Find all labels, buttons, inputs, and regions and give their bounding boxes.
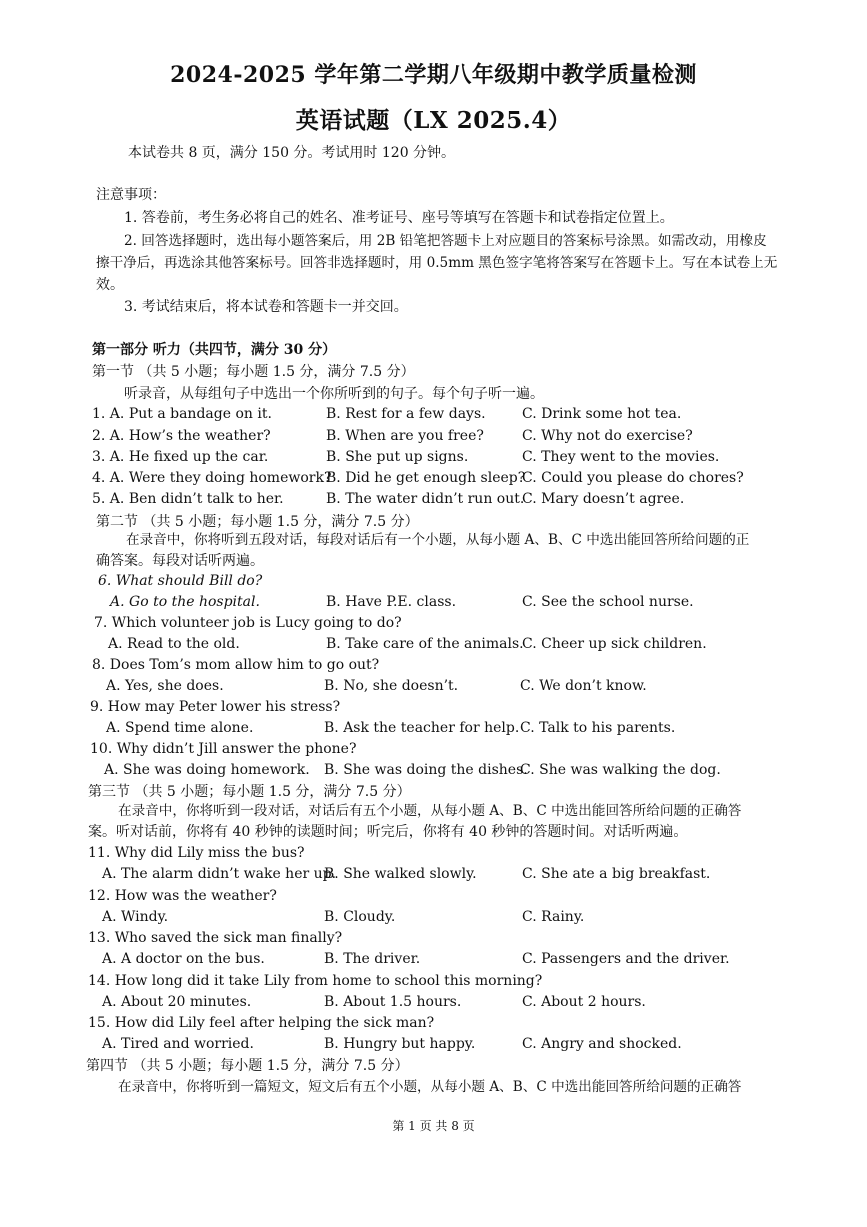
option-8a: A. Yes, she does. bbox=[106, 678, 224, 694]
section2-heading: 第二节 （共 5 小题；每小题 1.5 分，满分 7.5 分） bbox=[96, 514, 419, 530]
option-9b: B. Ask the teacher for help. bbox=[324, 720, 520, 736]
section4-instruction-line-1: 在录音中，你将听到一篇短文，短文后有五个小题，从每小题 A、B、C 中选出能回答所给问题的正确答 bbox=[118, 1079, 742, 1095]
option-2b: B. When are you free? bbox=[326, 428, 484, 444]
option-9a: A. Spend time alone. bbox=[106, 720, 254, 736]
question-9: 9. How may Peter lower his stress? bbox=[90, 699, 341, 715]
option-13b: B. The driver. bbox=[324, 951, 421, 967]
option-5b: B. The water didn’t run out. bbox=[326, 491, 525, 507]
option-2c: C. Why not do exercise? bbox=[522, 428, 693, 444]
option-14b: B. About 1.5 hours. bbox=[324, 994, 462, 1010]
option-10a: A. She was doing homework. bbox=[104, 762, 310, 778]
option-15c: C. Angry and shocked. bbox=[522, 1036, 682, 1052]
section2-instruction-line-1: 在录音中，你将听到五段对话，每段对话后有一个小题，从每小题 A、B、C 中选出能回答所给问题的正 bbox=[126, 532, 750, 548]
option-7c: C. Cheer up sick children. bbox=[522, 636, 707, 652]
exam-title: 2024-2025 学年第二学期八年级期中教学质量检测 bbox=[170, 62, 697, 88]
section2-instruction-line-2: 确答案。每段对话听两遍。 bbox=[96, 553, 264, 569]
option-9c: C. Talk to his parents. bbox=[520, 720, 676, 736]
option-12c: C. Rainy. bbox=[522, 909, 585, 925]
question-15: 15. How did Lily feel after helping the sick man? bbox=[88, 1015, 435, 1031]
option-2a: 2. A. How’s the weather? bbox=[92, 428, 271, 444]
option-8c: C. We don’t know. bbox=[520, 678, 647, 694]
option-1a: 1. A. Put a bandage on it. bbox=[92, 406, 272, 422]
option-7b: B. Take care of the animals. bbox=[326, 636, 524, 652]
part1-heading: 第一部分 听力（共四节，满分 30 分） bbox=[92, 342, 337, 358]
option-5c: C. Mary doesn’t agree. bbox=[522, 491, 685, 507]
exam-info: 本试卷共 8 页，满分 150 分。考试用时 120 分钟。 bbox=[128, 145, 456, 161]
option-14c: C. About 2 hours. bbox=[522, 994, 646, 1010]
question-14: 14. How long did it take Lily from home to school this morning? bbox=[88, 973, 543, 989]
option-6c: C. See the school nurse. bbox=[522, 594, 694, 610]
section3-instruction-line-2: 案。听对话前，你将有 40 秒钟的读题时间；听完后，你将有 40 秒钟的答题时间。对话听两遍。 bbox=[88, 824, 688, 840]
option-15b: B. Hungry but happy. bbox=[324, 1036, 476, 1052]
option-3b: B. She put up signs. bbox=[326, 449, 469, 465]
notice-item-2-line-3: 效。 bbox=[96, 277, 124, 293]
option-1b: B. Rest for a few days. bbox=[326, 406, 486, 422]
notice-item-1: 1. 答卷前，考生务必将自己的姓名、准考证号、座号等填写在答题卡和试卷指定位置上。 bbox=[124, 210, 674, 226]
option-13a: A. A doctor on the bus. bbox=[102, 951, 265, 967]
notice-item-3: 3. 考试结束后，将本试卷和答题卡一并交回。 bbox=[124, 299, 408, 315]
option-14a: A. About 20 minutes. bbox=[102, 994, 252, 1010]
question-8: 8. Does Tom’s mom allow him to go out? bbox=[92, 657, 380, 673]
option-4a: 4. A. Were they doing homework? bbox=[92, 470, 332, 486]
notice-item-2-line-2: 擦干净后，再选涂其他答案标号。回答非选择题时，用 0.5mm 黑色签字笔将答案写在答题卡上。写在本试卷上无 bbox=[96, 255, 778, 271]
option-11a: A. The alarm didn’t wake her up. bbox=[102, 866, 337, 882]
section4-heading: 第四节 （共 5 小题；每小题 1.5 分，满分 7.5 分） bbox=[86, 1058, 409, 1074]
option-6a: A. Go to the hospital. bbox=[110, 594, 260, 610]
option-6b: B. Have P.E. class. bbox=[326, 594, 457, 610]
notice-item-2-line-1: 2. 回答选择题时，选出每小题答案后，用 2B 铅笔把答题卡上对应题目的答案标号涂黑。如需改动，用橡皮 bbox=[124, 233, 767, 249]
option-12a: A. Windy. bbox=[102, 909, 169, 925]
question-7: 7. Which volunteer job is Lucy going to do? bbox=[94, 615, 402, 631]
question-10: 10. Why didn’t Jill answer the phone? bbox=[90, 741, 357, 757]
option-12b: B. Cloudy. bbox=[324, 909, 396, 925]
section3-instruction-line-1: 在录音中，你将听到一段对话，对话后有五个小题，从每小题 A、B、C 中选出能回答所给问题的正确答 bbox=[118, 803, 742, 819]
option-13c: C. Passengers and the driver. bbox=[522, 951, 730, 967]
option-4b: B. Did he get enough sleep? bbox=[326, 470, 526, 486]
question-11: 11. Why did Lily miss the bus? bbox=[88, 845, 305, 861]
option-15a: A. Tired and worried. bbox=[102, 1036, 254, 1052]
option-4c: C. Could you please do chores? bbox=[522, 470, 744, 486]
option-11b: B. She walked slowly. bbox=[324, 866, 477, 882]
page-footer: 第 1 页 共 8 页 bbox=[392, 1119, 475, 1133]
option-11c: C. She ate a big breakfast. bbox=[522, 866, 711, 882]
section1-instruction: 听录音，从每组句子中选出一个你所听到的句子。每个句子听一遍。 bbox=[124, 386, 544, 402]
option-8b: B. No, she doesn’t. bbox=[324, 678, 459, 694]
section1-heading: 第一节 （共 5 小题；每小题 1.5 分，满分 7.5 分） bbox=[92, 364, 415, 380]
option-1c: C. Drink some hot tea. bbox=[522, 406, 682, 422]
option-10c: C. She was walking the dog. bbox=[520, 762, 721, 778]
exam-subtitle: 英语试题（LX 2025.4） bbox=[295, 107, 572, 134]
question-12: 12. How was the weather? bbox=[88, 888, 277, 904]
question-6: 6. What should Bill do? bbox=[98, 573, 263, 589]
question-13: 13. Who saved the sick man finally? bbox=[88, 930, 343, 946]
section3-heading: 第三节 （共 5 小题；每小题 1.5 分，满分 7.5 分） bbox=[88, 784, 411, 800]
notice-heading: 注意事项： bbox=[96, 187, 166, 203]
option-7a: A. Read to the old. bbox=[108, 636, 240, 652]
option-3a: 3. A. He fixed up the car. bbox=[92, 449, 269, 465]
option-5a: 5. A. Ben didn’t talk to her. bbox=[92, 491, 284, 507]
option-3c: C. They went to the movies. bbox=[522, 449, 720, 465]
option-10b: B. She was doing the dishes. bbox=[324, 762, 528, 778]
